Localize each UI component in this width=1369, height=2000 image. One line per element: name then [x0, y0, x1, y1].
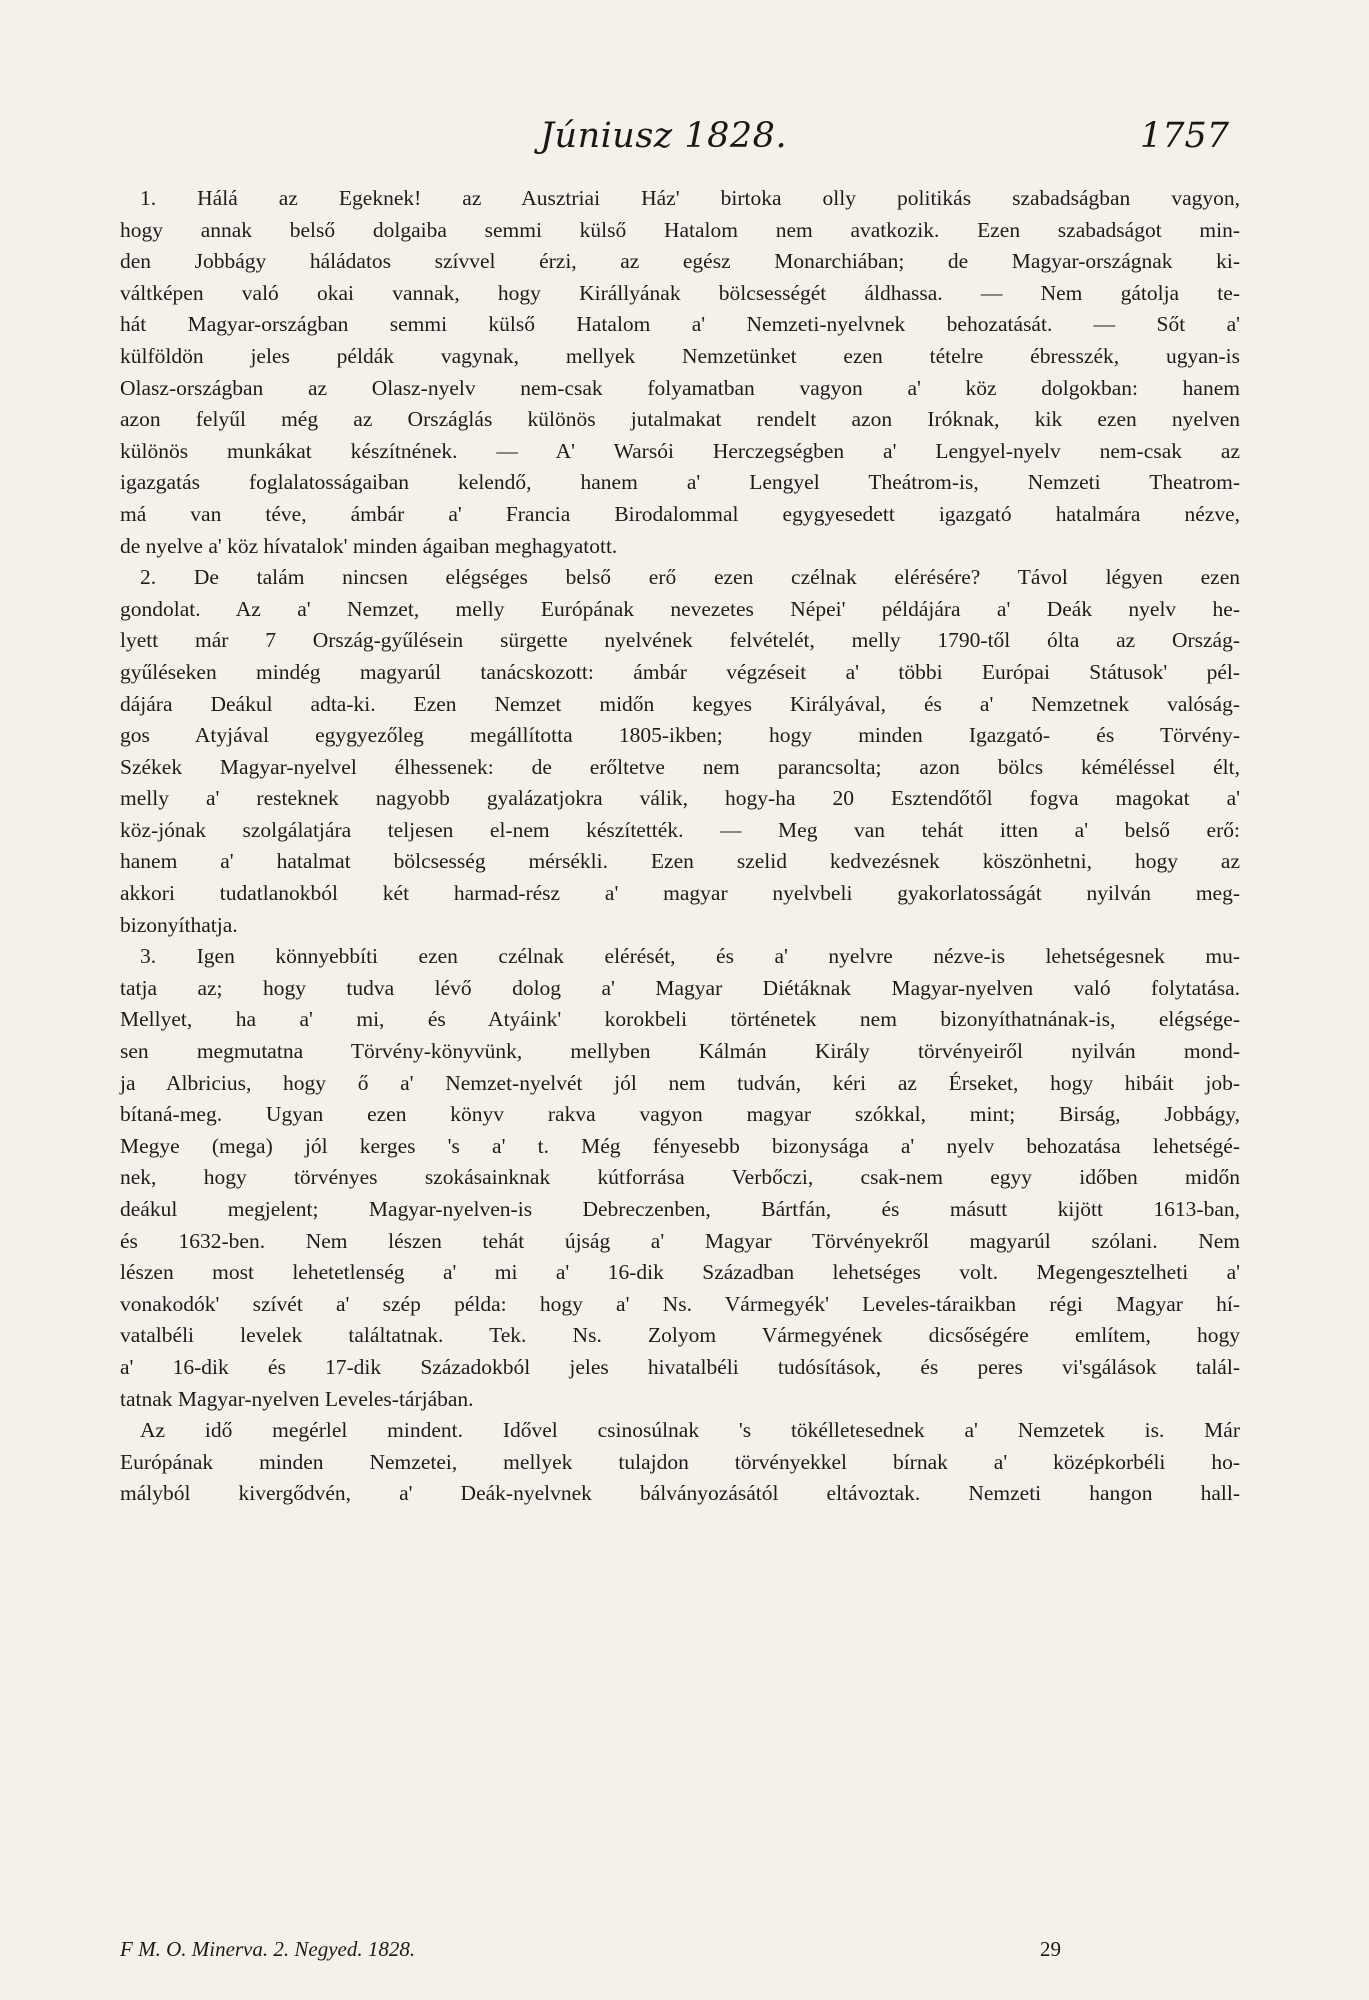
text-line: melly a' resteknek nagyobb gyalázatjokra válik, hogy-ha 20 Esztendőtől fogva magokat a'	[120, 786, 1240, 811]
text-line: mályból kivergődvén, a' Deák-nyelvnek bálványozásától eltávoztak. Nemzeti hangon hall-	[120, 1481, 1240, 1506]
text-line: hanem a' hatalmat bölcsesség mérsékli. Ezen szelid kedvezésnek köszönhetni, hogy az	[120, 849, 1240, 874]
text-line: bizonyíthatja.	[120, 912, 238, 937]
text-line: 3. Igen könnyebbíti ezen czélnak elérését, és a' nyelvre nézve-is lehetségesnek mu-	[140, 944, 1240, 969]
text-line: hogy annak belső dolgaiba semmi külső Hatalom nem avatkozik. Ezen szabadságot min-	[120, 217, 1240, 242]
text-line: gyűléseken mindég magyarúl tanácskozott: ámbár végzéseit a' többi Európai Státusok' pél-	[120, 659, 1240, 684]
text-line: de nyelve a' köz hívatalok' minden ágaiban meghagyatott.	[120, 533, 618, 558]
text-line: Megye (mega) jól kerges 's a' t. Még fényesebb bizonysága a' nyelv behozatása lehetségé-	[120, 1133, 1240, 1158]
sheet-signature: 29	[1040, 1937, 1061, 1961]
text-line: gos Atyjával egygyezőleg megállította 1805-ikben; hogy minden Igazgató- és Törvény-	[120, 723, 1240, 748]
text-line: den Jobbágy háládatos szívvel érzi, az egész Monarchiában; de Magyar-országnak ki-	[120, 249, 1240, 274]
text-line: deákul megjelent; Magyar-nyelven-is Debreczenben, Bártfán, és másutt kijött 1613-ban,	[120, 1197, 1240, 1221]
text-line: Olasz-országban az Olasz-nyelv nem-csak folyamatban vagyon a' köz dolgokban: hanem	[120, 375, 1240, 400]
text-line: váltképen való okai vannak, hogy Királlyának bölcsességét áldhassa. — Nem gátolja te-	[120, 280, 1240, 305]
text-line: Az idő megérlel mindent. Idővel csinosúlnak 's tökélletesednek a' Nemzetek is. Már	[140, 1418, 1240, 1443]
text-line: különös munkákat készítnének. — A' Warsói Herczegségben a' Lengyel-nyelv nem-csak az	[120, 438, 1240, 463]
text-line: ja Albricius, hogy ő a' Nemzet-nyelvét jól nem tudván, kéri az Érseket, hogy hibáit job-	[120, 1070, 1240, 1095]
text-line: lészen most lehetetlenség a' mi a' 16-dik Században lehetséges volt. Megengesztelheti a'	[120, 1260, 1240, 1285]
text-line: Európának minden Nemzetei, mellyek tulajdon törvényekkel bírnak a' középkorbéli ho-	[120, 1449, 1240, 1474]
running-header	[0, 116, 1369, 166]
text-line: külföldön jeles példák vagynak, mellyek Nemzetünket ezen tételre ébresszék, ugyan-is	[120, 343, 1240, 368]
text-line: Székek Magyar-nyelvel élhessenek: de erőltetve nem parancsolta; azon bölcs kéméléssel élt,	[120, 754, 1240, 779]
text-line: a' 16-dik és 17-dik Századokból jeles hivatalbéli tudósítások, és peres vi'sgálások talál-	[120, 1354, 1240, 1379]
text-line: tatja az; hogy tudva lévő dolog a' Magyar Diétáknak Magyar-nyelven való folytatása.	[120, 975, 1240, 1000]
text-line: bítaná-meg. Ugyan ezen könyv rakva vagyon magyar szókkal, mint; Birság, Jobbágy,	[120, 1102, 1240, 1127]
text-line: vonakodók' szívét a' szép példa: hogy a' Ns. Vármegyék' Leveles-táraikban régi Magyar hí-	[120, 1291, 1240, 1316]
text-line: igazgatás foglalatosságaiban kelendő, hanem a' Lengyel Theátrom-is, Nemzeti Theatrom-	[120, 470, 1240, 495]
text-line: Mellyet, ha a' mi, és Atyáink' korokbeli történetek nem bizonyíthatnának-is, elégsége-	[120, 1007, 1240, 1032]
page-number: 1757	[1140, 116, 1230, 156]
text-line: köz-jónak szolgálatjára teljesen el-nem készítették. — Meg van tehát itten a' belső erő:	[120, 817, 1240, 842]
text-line: 1. Hálá az Egeknek! az Ausztriai Ház' birtoka olly politikás szabadságban vagyon,	[140, 186, 1240, 210]
page-footer	[120, 1937, 1240, 1969]
text-line: má van téve, ámbár a' Francia Birodalommal egygyesedett igazgató hatalmára nézve,	[120, 501, 1240, 526]
text-line: dájára Deákul adta-ki. Ezen Nemzet midőn kegyes Királyával, és a' Nemzetnek valóság-	[120, 691, 1240, 716]
running-title: Júniusz 1828.	[540, 116, 788, 156]
text-line: lyett már 7 Ország-gyűlésein sürgette nyelvének felvételét, melly 1790-től ólta az Ország-	[120, 628, 1240, 653]
text-line: gondolat. Az a' Nemzet, melly Európának nevezetes Népei' példájára a' Deák nyelv he-	[120, 596, 1240, 621]
text-line: 2. De talám nincsen elégséges belső erő ezen czélnak elérésére? Távol légyen ezen	[140, 565, 1240, 590]
body-text	[120, 183, 1240, 1510]
footer-signature: F M. O. Minerva. 2. Negyed. 1828.	[120, 1937, 416, 1961]
text-line: hát Magyar-országban semmi külső Hatalom a' Nemzeti-nyelvnek behozatását. — Sőt a'	[120, 312, 1240, 337]
text-line: akkori tudatlanokból két harmad-rész a' magyar nyelvbeli gyakorlatosságát nyilván meg-	[120, 881, 1240, 906]
text-line: nek, hogy törvényes szokásainknak kútforrása Verbőczi, csak-nem egyy időben midőn	[120, 1165, 1240, 1190]
text-line: és 1632-ben. Nem lészen tehát újság a' Magyar Törvényekről magyarúl szólani. Nem	[120, 1228, 1240, 1253]
text-line: vatalbéli levelek találtatnak. Tek. Ns. Zolyom Vármegyének dicsőségére említem, hogy	[120, 1323, 1240, 1348]
text-line: tatnak Magyar-nyelven Leveles-tárjában.	[120, 1386, 474, 1411]
text-line: sen megmutatna Törvény-könyvünk, mellyben Kálmán Király törvényeiről nyilván mond-	[120, 1039, 1240, 1064]
text-line: azon felyűl még az Országlás különös jutalmakat rendelt azon Iróknak, kik ezen nyelven	[120, 407, 1240, 432]
